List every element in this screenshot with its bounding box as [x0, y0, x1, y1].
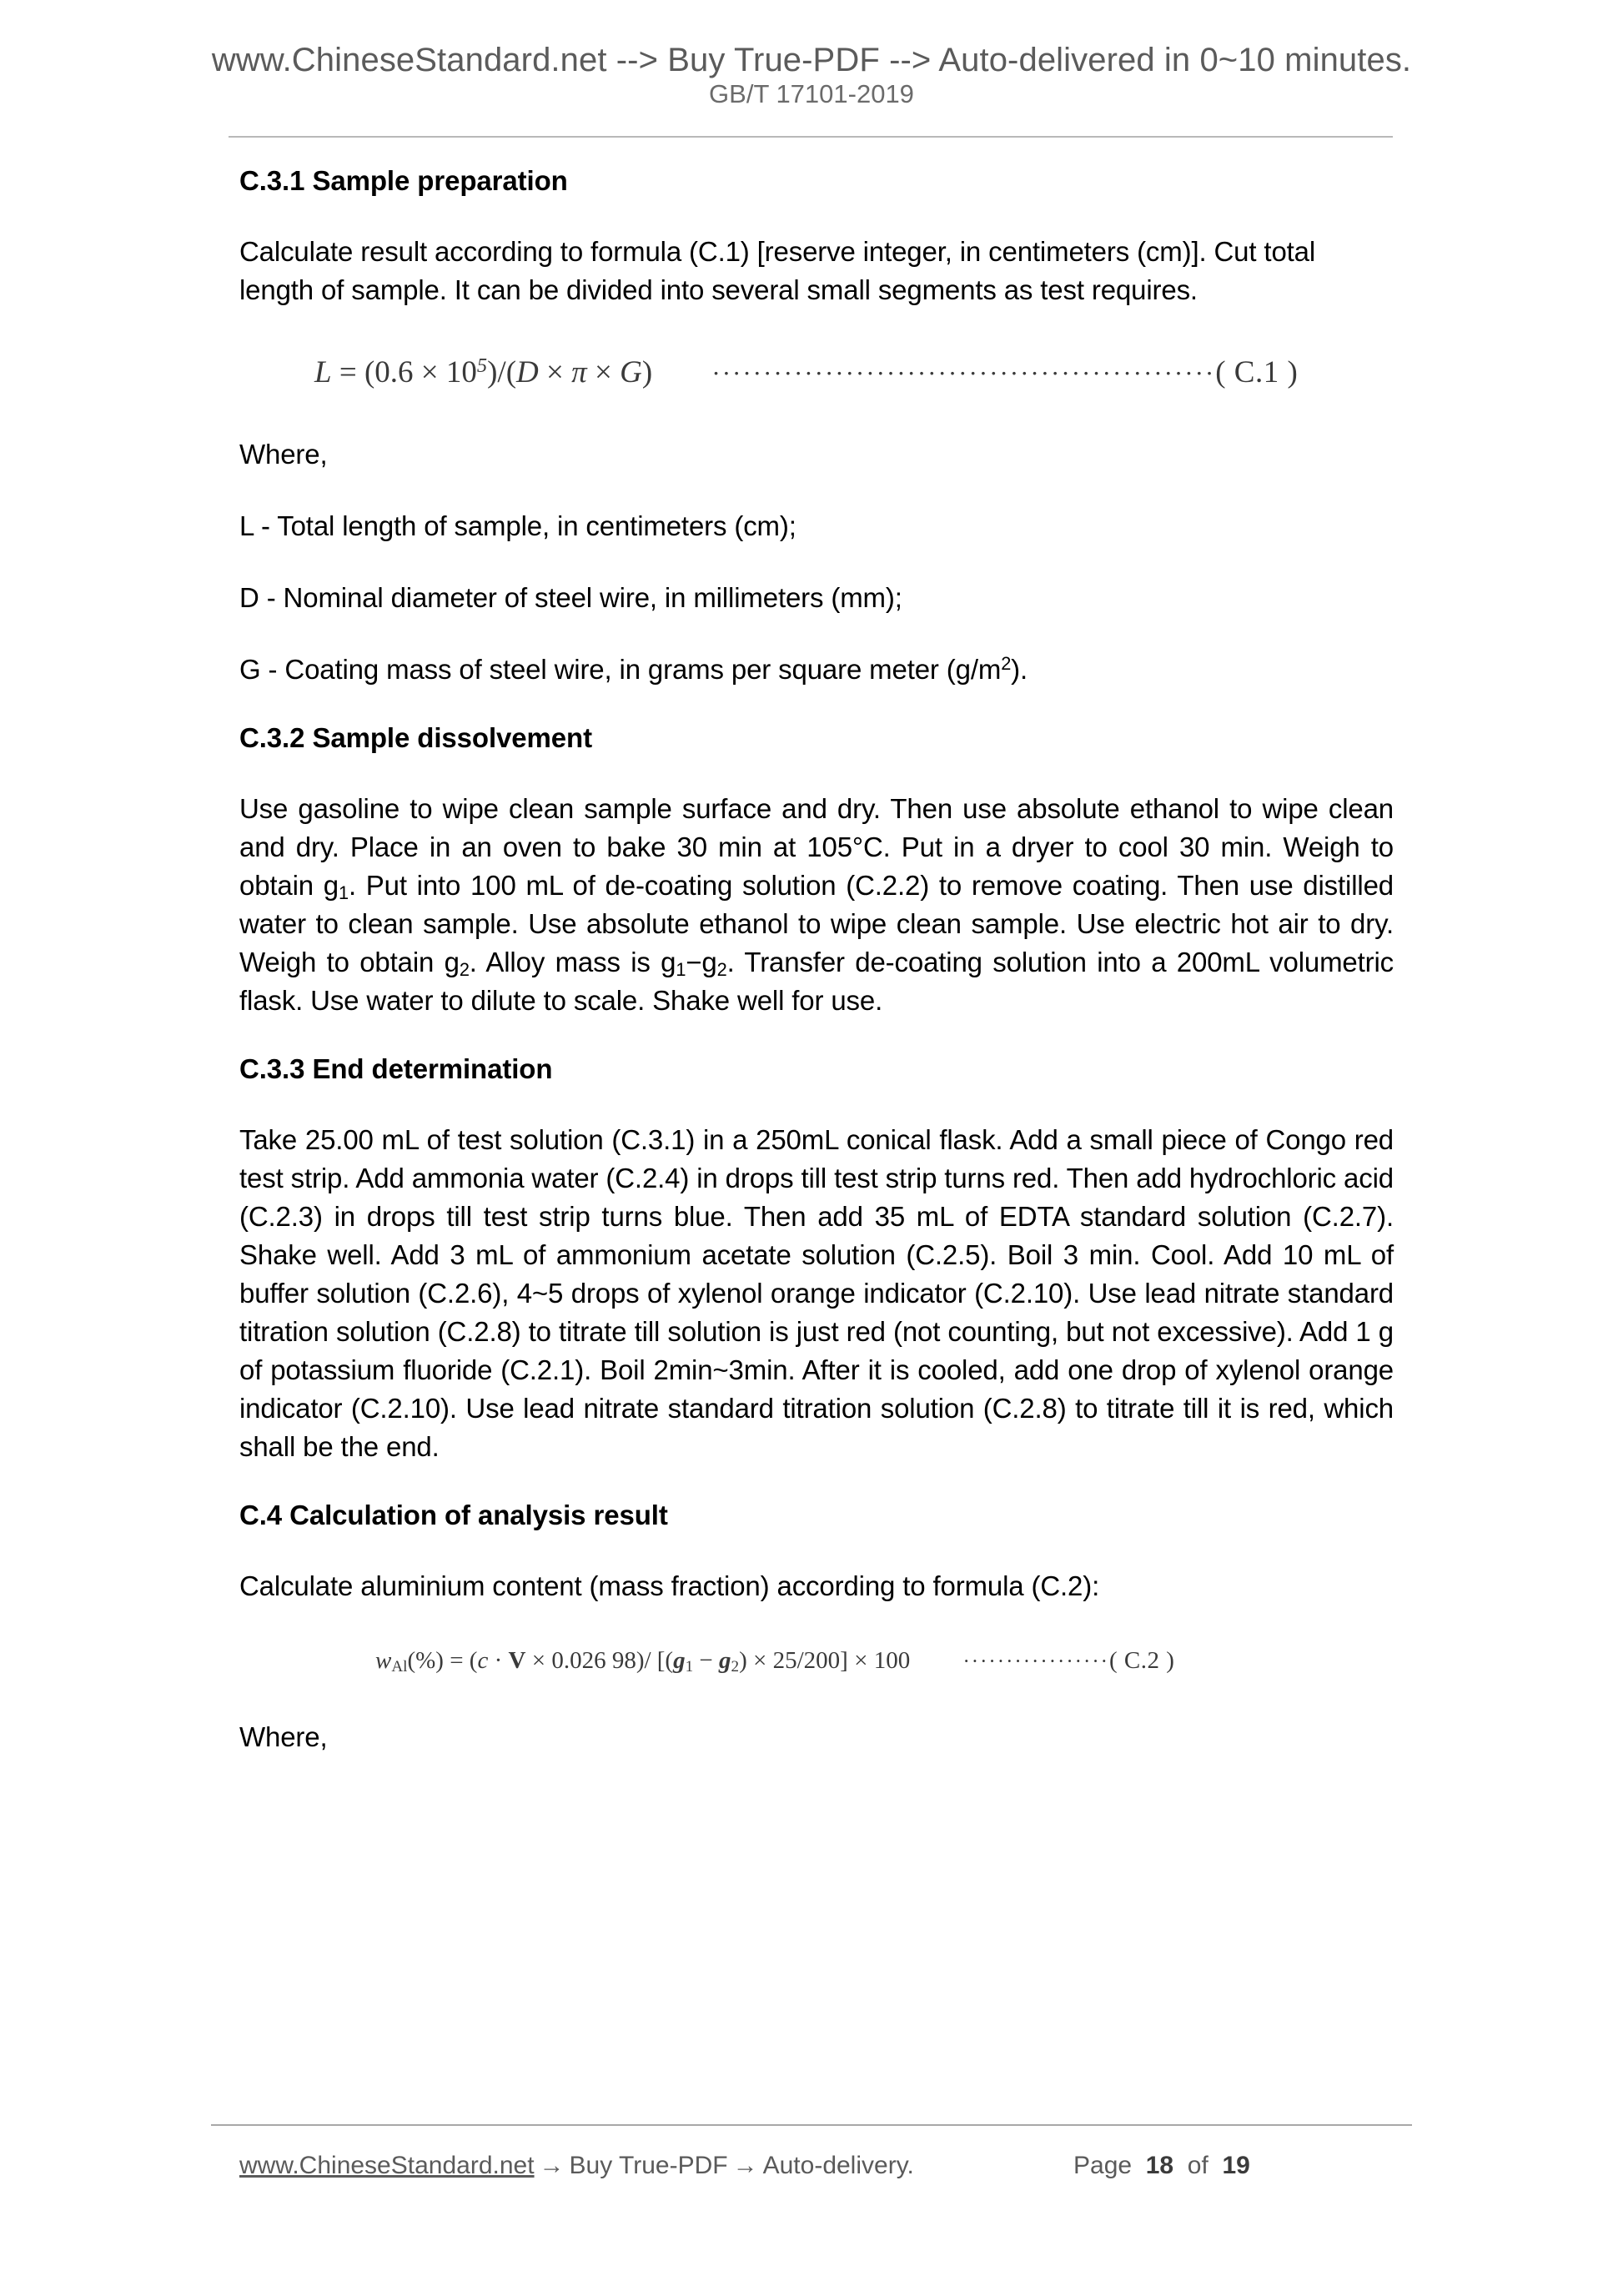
where-label-1: Where,	[239, 438, 328, 470]
where-label-2: Where,	[239, 1721, 328, 1753]
para-c332-part5: . Transfer de-coating solution into a 200mL volumetric flask. Use water to dilute to scale. Shake well for use.	[239, 947, 1394, 1017]
document-content	[239, 163, 1394, 1756]
formula-c1-var-g: G	[620, 354, 642, 389]
total-page-number: 19	[1222, 2152, 1250, 2179]
formula-c2-times-2: ×	[753, 1647, 773, 1675]
definition-g-part1: G - Coating mass of steel wire, in grams per square meter (g/m	[239, 654, 1002, 686]
multiply-sign-3: ×	[586, 354, 621, 389]
formula-c2-subscript-al: Al	[391, 1658, 408, 1676]
current-page-number: 18	[1145, 2152, 1174, 2179]
formula-c2-w: w	[375, 1647, 392, 1675]
formula-c1-close-paren: )	[641, 354, 653, 389]
formula-c2-var-g1: g	[673, 1647, 686, 1675]
formula-c2-var-v: V	[508, 1647, 526, 1675]
definition-g	[239, 651, 1394, 689]
heading-c4: C.4 Calculation of analysis result	[239, 1500, 668, 1531]
formula-c2-sub-2: 2	[731, 1658, 740, 1676]
formula-c2-times-1: ×	[525, 1647, 552, 1675]
heading-c332: C.3.2 Sample dissolvement	[239, 722, 593, 754]
paragraph-c333: Take 25.00 mL of test solution (C.3.1) in a 250mL conical flask. Add a small piece of Congo red test strip. Add ammonia water (C.2.4) in drops till test strip turns red. Then add hydrochloric acid (C.2.3) in drops till test strip turns blue. Then add 35 mL of EDTA standard solution (C.2.7). Shake well. Add 3 mL of ammonium acetate solution (C.2.5). Boil 3 min. Cool. Add 10 mL of buffer solution (C.2.6), 4~5 drops of xylenol orange indicator (C.2.10). Use lead nitrate standard titration solution (C.2.8) to titrate till solution is just red (not counting, but not excessive). Add 1 g of potassium fluoride (C.2.1). Boil 2min~3min. After it is cooled, add one drop of xylenol orange indicator (C.2.10). Use lead nitrate standard titration solution (C.2.8) to titrate till it is red, which shall be the end.	[239, 1124, 1394, 1463]
formula-c2-slash-open: )/ [(	[636, 1647, 674, 1675]
formula-c2-var-c: c	[477, 1647, 489, 1675]
para-c332-part4: −g	[686, 947, 717, 978]
standard-id-header: GB/T 17101-2019	[709, 79, 914, 108]
paragraph-c332	[239, 790, 1394, 1020]
footer-buy-text: Buy True-PDF	[569, 2152, 728, 2179]
formula-c2-times-3: ×	[854, 1647, 874, 1675]
subscript-g1-a: 1	[339, 882, 349, 903]
dot-leader-c1: ·················································	[711, 358, 1216, 388]
formula-c1-body-c: )/(	[487, 354, 517, 389]
paragraph-c4: Calculate aluminium content (mass fraction) according to formula (C.2):	[239, 1570, 1100, 1602]
footer-delivery-text: Auto-delivery.	[762, 2152, 914, 2179]
formula-c2-percent: (%) = (	[407, 1647, 478, 1675]
pi-symbol: π	[571, 354, 587, 389]
heading-c333: C.3.3 End determination	[239, 1053, 553, 1085]
paragraph-c331: Calculate result according to formula (C.1) [reserve integer, in centimeters (cm)]. Cut total length of sample. It can be divided into several small segments as test requires.	[239, 235, 1316, 305]
formula-c1-exponent: 5	[476, 354, 488, 377]
formula-c2-constant: 0.026 98	[551, 1647, 636, 1675]
equation-label-c2: ( C.2 )	[1108, 1647, 1175, 1675]
multiply-sign: ×	[420, 354, 439, 389]
formula-c2-bracket-close: ]	[840, 1647, 855, 1675]
footer-divider	[211, 2124, 1412, 2126]
formula-c2	[375, 1647, 1394, 1675]
heading-c331: C.3.1 Sample preparation	[239, 165, 568, 196]
definition-d: D - Nominal diameter of steel wire, in millimeters (mm);	[239, 582, 902, 614]
arrow-right-icon-2: →	[732, 2152, 758, 2179]
header-divider	[229, 136, 1393, 138]
page-word: Page	[1073, 2152, 1133, 2179]
formula-c2-minus: −	[693, 1647, 720, 1675]
definition-g-part2: ).	[1011, 654, 1028, 686]
formula-c2-dot-operator: ·	[488, 1647, 509, 1675]
para-c332-part2: . Put into 100 mL of de-coating solution (C.2.2) to remove coating. Then use distilled water to clean sample. Use absolute ethanol to wipe clean sample. Use electric hot air to dry. Weigh to obtain g	[239, 870, 1394, 978]
subscript-g2-a: 2	[459, 958, 470, 980]
dot-leader-c2: ·················	[962, 1650, 1109, 1674]
equation-label-c1: ( C.1 )	[1215, 354, 1299, 389]
formula-c1	[314, 354, 1394, 390]
subscript-g1-b: 1	[676, 958, 686, 980]
page-number-group	[1073, 2152, 1250, 2180]
arrow-right-icon-1: →	[539, 2152, 565, 2179]
of-word: of	[1187, 2152, 1208, 2179]
formula-c2-sub-1: 1	[685, 1658, 694, 1676]
formula-c1-body-b: 10	[438, 354, 477, 389]
formula-c2-var-g2: g	[719, 1647, 731, 1675]
promo-header-text: www.ChineseStandard.net --> Buy True-PDF --> Auto-delivered in 0~10 minutes.	[211, 42, 1412, 78]
definition-g-superscript: 2	[1001, 653, 1012, 675]
para-c332-part3: . Alloy mass is g	[469, 947, 676, 978]
formula-c2-close-paren: )	[739, 1647, 753, 1675]
formula-c1-lhs: L	[314, 354, 332, 389]
formula-c1-body-a: (0.6	[364, 354, 421, 389]
formula-c1-var-d: D	[516, 354, 539, 389]
formula-c2-hundred: 100	[873, 1647, 911, 1675]
definition-l: L - Total length of sample, in centimeters (cm);	[239, 510, 796, 541]
formula-c2-fraction: 25/200	[772, 1647, 841, 1675]
multiply-sign-2: ×	[538, 354, 572, 389]
footer-url-link[interactable]: www.ChineseStandard.net	[239, 2152, 535, 2179]
para-c332-part1: Use gasoline to wipe clean sample surface and dry. Then use absolute ethanol to wipe clean and dry. Place in an oven to bake 30 min at 105°C. Put in a dryer to cool 30 min. Weigh to obtain g	[239, 792, 1394, 902]
footer-left-group	[239, 2152, 914, 2180]
subscript-g2-b: 2	[716, 958, 727, 980]
formula-c1-equals: =	[331, 354, 364, 389]
